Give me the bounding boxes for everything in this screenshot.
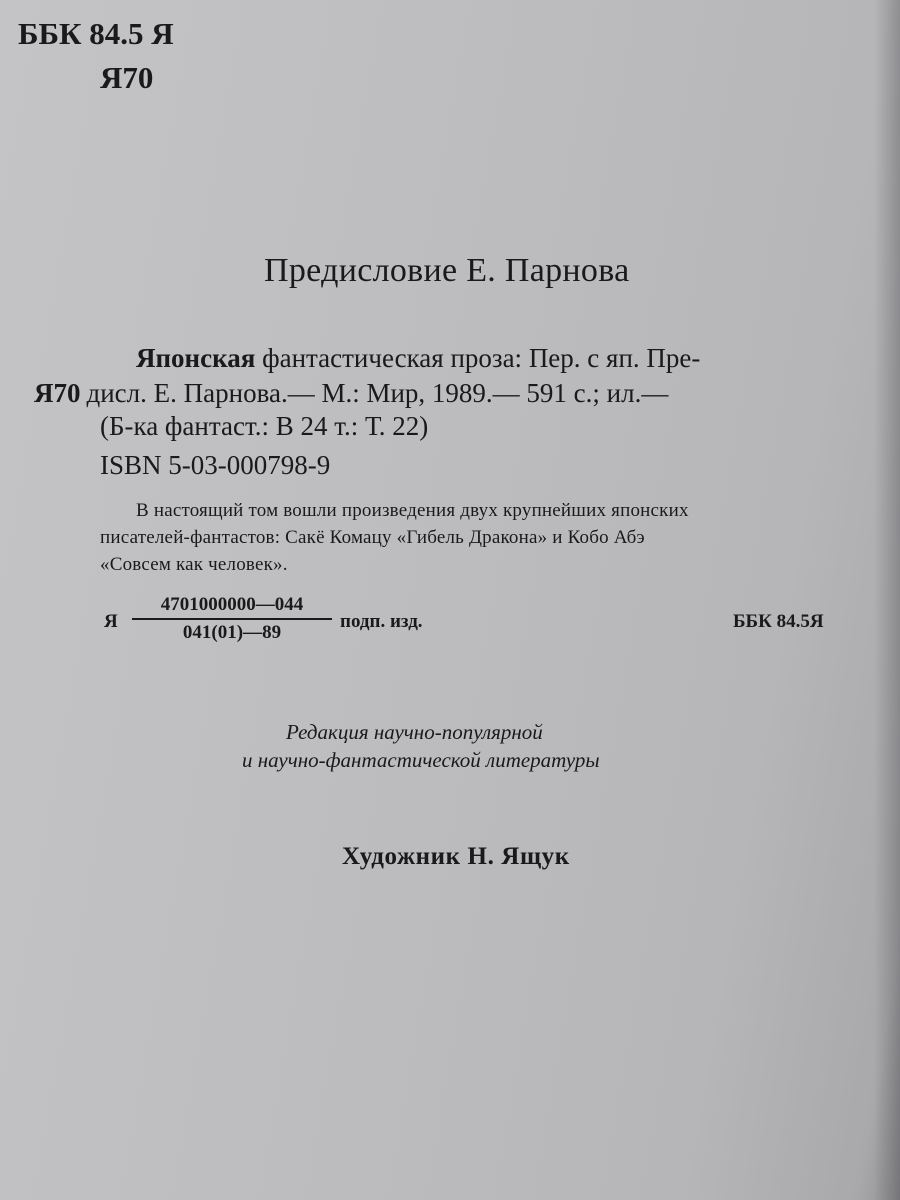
bibliographic-line-2-text: дисл. Е. Парнова.— М.: Мир, 1989.— 591 с.; ил.— xyxy=(86,378,669,408)
annotation-line-2: писателей-фантастов: Сакё Комацу «Гибель Дракона» и Кобо Абэ xyxy=(100,527,645,548)
bibliographic-line-2 xyxy=(34,378,668,409)
editorial-line-2: и научно-фантастической литературы xyxy=(242,748,600,772)
bibliographic-line-1 xyxy=(136,343,700,374)
fraction-denominator: 041(01)—89 xyxy=(182,622,282,643)
annotation-line-3: «Совсем как человек». xyxy=(100,554,288,575)
subscription-note: подп. изд. xyxy=(340,611,423,632)
annotation-line-1: В настоящий том вошли произведения двух крупнейших японских xyxy=(136,500,689,521)
bibliographic-line-3: (Б-ка фантаст.: В 24 т.: Т. 22) xyxy=(100,411,429,441)
bbk-code-right: ББК 84.5Я xyxy=(733,611,824,632)
side-code: Я70 xyxy=(34,378,81,408)
author-mark: Я70 xyxy=(100,60,154,95)
editorial-line-1: Редакция научно-популярной xyxy=(286,720,543,744)
publishing-code-fraction xyxy=(132,594,332,644)
bibliographic-line-1-rest: фантастическая проза: Пер. с яп. Пре- xyxy=(255,343,701,373)
page-edge-shadow xyxy=(874,0,900,1200)
bbk-classification: ББК 84.5 Я xyxy=(18,16,174,51)
isbn: ISBN 5-03-000798-9 xyxy=(100,450,331,480)
artist-credit: Художник Н. Ящук xyxy=(342,843,570,870)
book-title-bold: Японская xyxy=(136,343,256,373)
foreword-credit: Предисловие Е. Парнова xyxy=(264,252,630,289)
fraction-numerator: 4701000000—044 xyxy=(132,594,332,620)
publishing-code-letter: Я xyxy=(104,611,118,632)
